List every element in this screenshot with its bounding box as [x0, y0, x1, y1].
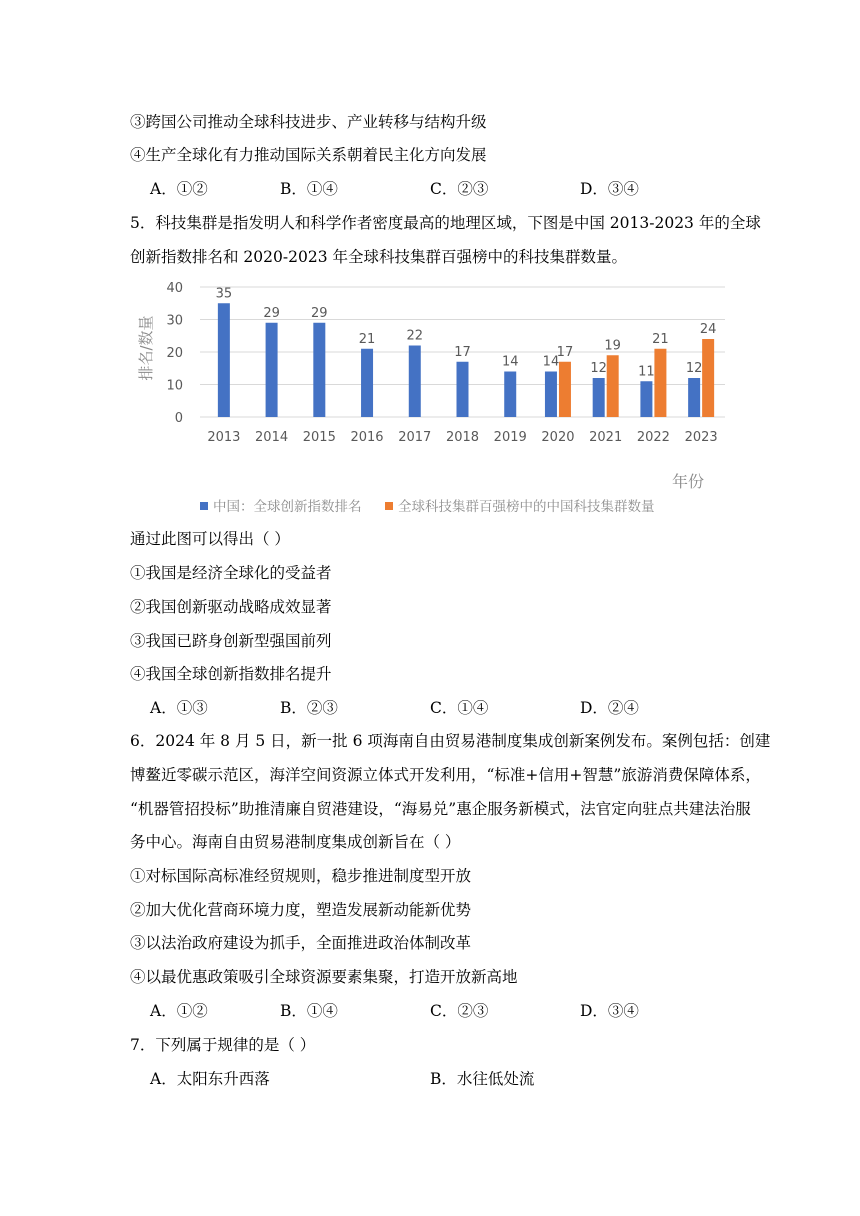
option-a: A．①③	[150, 699, 208, 717]
x-tick-label: 2017	[398, 430, 432, 445]
q6-statement-1: ①对标国际高标准经贸规则，稳步推进制度型开放	[130, 867, 472, 885]
data-label: 29	[311, 305, 328, 321]
q5-stem-line1: 5．科技集群是指发明人和科学作者密度最高的地理区域，下图是中国 2013-2023 年的全球	[130, 214, 761, 232]
q6-options	[150, 1001, 770, 1021]
q6-stem-line1: 6．2024 年 8 月 5 日，新一批 6 项海南自由贸易港制度集成创新案例发布。案例包括：创建	[130, 732, 771, 750]
q6-stem-line3: “机器管招投标”助推清廉自贸港建设，“海易兑”惠企服务新模式，法官定向驻点共建法治服	[130, 800, 751, 818]
y-tick-label: 30	[166, 313, 183, 329]
y-tick-label: 0	[174, 411, 183, 426]
q6-statement-4: ④以最优惠政策吸引全球资源要素集聚，打造开放新高地	[130, 968, 518, 986]
q5-statement-4: ④我国全球创新指数排名提升	[130, 665, 332, 683]
q5-stem-line2: 创新指数排名和 2020-2023 年全球科技集群百强榜中的科技集群数量。	[130, 248, 627, 266]
legend-label: 中国：全球创新指数排名	[213, 499, 362, 515]
innovation-chart	[135, 272, 730, 522]
y-tick-label: 40	[166, 281, 183, 296]
q6-statement-2: ②加大优化营商环境力度，塑造发展新动能新优势	[130, 901, 472, 919]
data-label: 17	[454, 344, 471, 360]
bar-rank	[593, 378, 605, 417]
y-tick-label: 10	[166, 378, 183, 394]
legend-swatch	[200, 502, 208, 510]
q7-options	[150, 1069, 770, 1089]
y-axis-ticks	[166, 281, 183, 426]
legend-label: 全球科技集群百强榜中的中国科技集群数量	[398, 499, 655, 515]
x-tick-label: 2020	[541, 430, 575, 445]
data-label: 35	[215, 286, 233, 302]
x-tick-label: 2014	[255, 430, 289, 445]
option-c: C．②③	[430, 1002, 489, 1020]
bar-rank	[266, 323, 278, 417]
chart-legend	[200, 498, 655, 515]
x-tick-label: 2015	[302, 430, 336, 445]
q6-stem-line2: 博鳌近零碳示范区，海洋空间资源立体式开发利用，“标准+信用+智慧”旅游消费保障体系，	[130, 766, 761, 784]
bar-rank	[409, 346, 421, 418]
bar-rank	[504, 372, 516, 418]
x-tick-label: 2022	[636, 430, 670, 445]
x-tick-label: 2018	[445, 430, 480, 445]
data-label: 14	[501, 354, 519, 370]
bar-cluster-count	[702, 339, 714, 417]
option-b: B．水往低处流	[430, 1070, 535, 1088]
data-label: 21	[652, 331, 669, 347]
data-label: 14	[542, 354, 560, 370]
data-label: 12	[685, 361, 703, 376]
statement-3-q4: ③跨国公司推动全球科技进步、产业转移与结构升级	[130, 113, 487, 131]
bar-rank	[545, 372, 557, 418]
bar-rank	[640, 381, 652, 417]
data-label: 24	[699, 322, 717, 337]
data-label: 12	[590, 361, 607, 376]
data-label: 17	[556, 344, 574, 360]
x-tick-label: 2016	[350, 430, 384, 445]
option-d: D．②④	[580, 699, 639, 717]
option-a: A．①②	[150, 180, 208, 198]
x-tick-label: 2019	[493, 430, 527, 445]
y-axis-label: 排名/数量	[137, 315, 155, 381]
bar-rank	[313, 323, 325, 417]
option-d: D．③④	[580, 1002, 639, 1020]
y-tick-label: 20	[166, 346, 183, 361]
bar-cluster-count	[559, 362, 571, 417]
q6-stem-line4: 务中心。海南自由贸易港制度集成创新旨在（ ）	[130, 833, 461, 851]
q5-statement-1: ①我国是经济全球化的受益者	[130, 564, 332, 582]
bar-cluster-count	[607, 355, 619, 417]
data-label: 11	[638, 364, 655, 380]
data-label: 29	[263, 305, 280, 321]
option-b: B．①④	[280, 1002, 338, 1020]
q5-statement-3: ③我国已跻身创新型强国前列	[130, 632, 332, 650]
legend-swatch	[385, 502, 393, 510]
x-tick-label: 2021	[589, 430, 623, 445]
data-label: 19	[604, 338, 621, 354]
statement-4-q4: ④生产全球化有力推动国际关系朝着民主化方向发展	[130, 146, 487, 164]
option-a: A．①②	[150, 1002, 208, 1020]
data-label: 22	[406, 328, 424, 344]
q5-options	[150, 698, 770, 718]
option-b: B．①④	[280, 180, 338, 198]
q4-options	[150, 179, 770, 199]
option-c: C．①④	[430, 699, 489, 717]
bar-rank	[218, 303, 230, 417]
q7-stem: 7．下列属于规律的是（ ）	[130, 1036, 316, 1054]
x-tick-label: 2023	[684, 430, 718, 445]
option-b: B．②③	[280, 699, 338, 717]
bar-rank	[457, 362, 469, 417]
x-tick-label: 2013	[207, 430, 241, 445]
option-d: D．③④	[580, 180, 639, 198]
bar-rank	[361, 349, 373, 417]
data-label: 21	[358, 331, 376, 347]
option-a: A．太阳东升西落	[150, 1070, 270, 1088]
option-c: C．②③	[430, 180, 489, 198]
x-axis-ticks	[207, 430, 717, 445]
q5-statement-2: ②我国创新驱动战略成效显著	[130, 598, 332, 616]
q5-prompt: 通过此图可以得出（ ）	[130, 530, 290, 548]
bar-cluster-count	[654, 349, 666, 417]
bar-rank	[688, 378, 700, 417]
x-axis-label: 年份	[672, 472, 705, 491]
q6-statement-3: ③以法治政府建设为抓手，全面推进政治体制改革	[130, 934, 472, 952]
